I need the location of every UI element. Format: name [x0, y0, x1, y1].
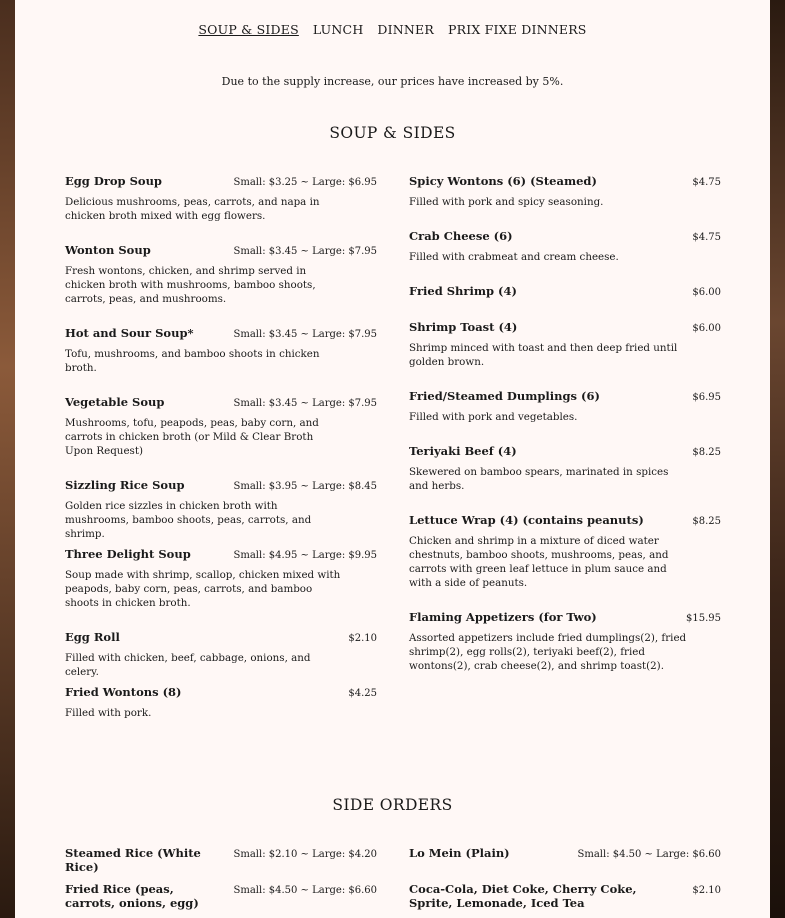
- item-description: Tofu, mushrooms, and bamboo shoots in chicken broth.: [65, 348, 320, 374]
- item-price: Small: $3.45 ~ Large: $7.95: [233, 398, 377, 409]
- item-price: $6.95: [692, 392, 721, 403]
- menu-panel: [15, 0, 770, 918]
- item-name: Lettuce Wrap (4) (contains peanuts): [409, 513, 644, 527]
- menu-item: [409, 284, 721, 300]
- menu-item: [65, 547, 377, 610]
- item-description: Filled with crabmeat and cream cheese.: [409, 251, 619, 263]
- nav-link-prix-fixe-dinners[interactable]: PRIX FIXE DINNERS: [448, 22, 587, 37]
- item-price: Small: $3.95 ~ Large: $8.45: [233, 481, 377, 492]
- menu-category-nav: [15, 22, 770, 37]
- item-name: Shrimp Toast (4): [409, 320, 518, 334]
- item-name: Steamed Rice (White Rice): [65, 846, 201, 874]
- item-description: Golden rice sizzles in chicken broth with mushrooms, bamboo shoots, peas, carrots, and shrimp.: [65, 500, 312, 540]
- menu-item: [65, 243, 377, 306]
- item-description: Mushrooms, tofu, peapods, peas, baby corn, and carrots in chicken broth (or Mild & Clear Broth Upon Request): [65, 417, 319, 457]
- item-description: Filled with chicken, beef, cabbage, onions, and celery.: [65, 652, 311, 678]
- item-name: Teriyaki Beef (4): [409, 444, 517, 458]
- nav-link-soup-sides[interactable]: SOUP & SIDES: [198, 22, 299, 37]
- item-name: Three Delight Soup: [65, 547, 191, 561]
- item-price: $8.25: [692, 447, 721, 458]
- item-price: $2.10: [692, 885, 721, 896]
- item-price: $6.00: [692, 287, 721, 298]
- menu-item: [409, 444, 721, 493]
- item-description: Filled with pork and spicy seasoning.: [409, 196, 604, 208]
- menu-item: [65, 174, 377, 223]
- menu-item: [409, 389, 721, 424]
- item-description: Filled with pork and vegetables.: [409, 411, 578, 423]
- menu-item: [65, 395, 377, 458]
- item-price: $4.75: [692, 232, 721, 243]
- item-description: Chicken and shrimp in a mixture of diced water chestnuts, bamboo shoots, mushrooms, peas, and carrots with green leaf lettuce in plum sauce and with a side of peanuts.: [409, 535, 669, 589]
- menu-item: [65, 685, 377, 720]
- item-name: Coca-Cola, Diet Coke, Cherry Coke, Sprite, Lemonade, Iced Tea: [409, 882, 637, 910]
- background-photo-right: [770, 0, 785, 918]
- item-price: Small: $3.45 ~ Large: $7.95: [233, 246, 377, 257]
- item-name: Sizzling Rice Soup: [65, 478, 185, 492]
- section-title-side-orders: SIDE ORDERS: [332, 796, 453, 814]
- item-price: Small: $4.50 ~ Large: $6.60: [577, 849, 721, 860]
- item-price: Small: $4.50 ~ Large: $6.60: [233, 885, 377, 896]
- section-title-soup-sides: SOUP & SIDES: [329, 124, 456, 142]
- item-description: Shrimp minced with toast and then deep fried until golden brown.: [409, 342, 678, 368]
- item-name: Egg Roll: [65, 630, 120, 644]
- item-name: Spicy Wontons (6) (Steamed): [409, 174, 597, 188]
- item-name: Hot and Sour Soup*: [65, 326, 194, 340]
- menu-item: [409, 513, 721, 590]
- item-name: Flaming Appetizers (for Two): [409, 610, 597, 624]
- menu-item: [65, 846, 377, 874]
- menu-item: [65, 478, 377, 541]
- item-description: Skewered on bamboo spears, marinated in spices and herbs.: [409, 466, 669, 492]
- item-price: $4.75: [692, 177, 721, 188]
- item-price: $6.00: [692, 323, 721, 334]
- item-name: Wonton Soup: [65, 243, 151, 257]
- nav-link-lunch[interactable]: LUNCH: [312, 22, 364, 37]
- item-name: Lo Mein (Plain): [409, 846, 510, 860]
- item-name: Fried Wontons (8): [65, 685, 182, 699]
- item-price: $15.95: [686, 613, 721, 624]
- menu-item: [409, 610, 721, 673]
- item-name: Fried Rice (peas, carrots, onions, egg): [65, 882, 199, 910]
- menu-item: [65, 630, 377, 679]
- item-description: Fresh wontons, chicken, and shrimp served in chicken broth with mushrooms, bamboo shoots, carrots, peas, and mushrooms.: [65, 265, 316, 305]
- item-name: Vegetable Soup: [65, 395, 165, 409]
- item-name: Egg Drop Soup: [65, 174, 162, 188]
- item-price: $8.25: [692, 516, 721, 527]
- menu-item: [409, 882, 721, 910]
- item-description: Filled with pork.: [65, 707, 152, 719]
- menu-item: [65, 882, 377, 910]
- menu-item: [409, 174, 721, 209]
- item-price: $2.10: [348, 633, 377, 644]
- menu-item: [409, 846, 721, 862]
- menu-item: [409, 229, 721, 264]
- item-price: $4.25: [348, 688, 377, 699]
- background-photo-left: [0, 0, 15, 918]
- item-name: Fried Shrimp (4): [409, 284, 517, 298]
- item-name: Crab Cheese (6): [409, 229, 513, 243]
- item-name: Fried/Steamed Dumplings (6): [409, 389, 600, 403]
- price-notice: Due to the supply increase, our prices have increased by 5%.: [221, 75, 564, 88]
- item-price: Small: $3.25 ~ Large: $6.95: [233, 177, 377, 188]
- item-price: Small: $2.10 ~ Large: $4.20: [233, 849, 377, 860]
- item-price: Small: $4.95 ~ Large: $9.95: [233, 550, 377, 561]
- nav-link-dinner[interactable]: DINNER: [377, 22, 434, 37]
- item-price: Small: $3.45 ~ Large: $7.95: [233, 329, 377, 340]
- item-description: Assorted appetizers include fried dumplings(2), fried shrimp(2), egg rolls(2), teriyaki beef(2), fried wontons(2), crab cheese(2), and shrimp toast(2).: [409, 632, 687, 672]
- menu-item: [409, 320, 721, 369]
- item-description: Soup made with shrimp, scallop, chicken mixed with peapods, baby corn, peas, carrots, and bamboo shoots in chicken broth.: [65, 569, 341, 609]
- menu-item: [65, 326, 377, 375]
- item-description: Delicious mushrooms, peas, carrots, and napa in chicken broth mixed with egg flowers.: [65, 196, 320, 222]
